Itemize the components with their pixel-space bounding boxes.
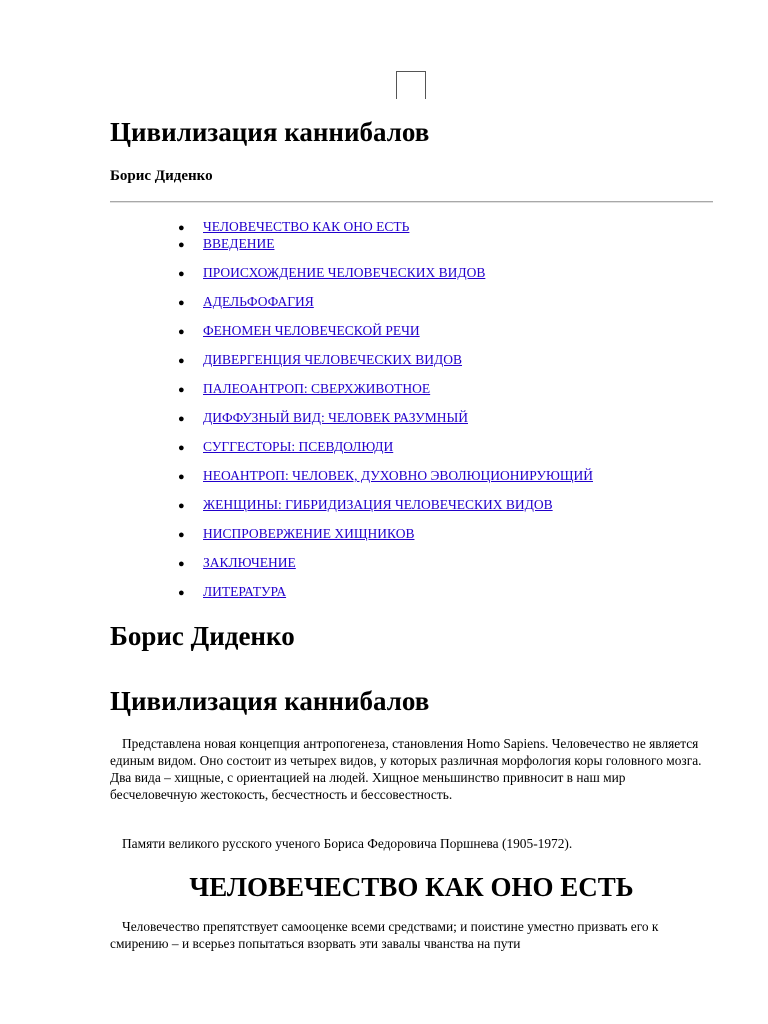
chapter-paragraph: Человечество препятствует самооценке всеми средствами; и поистине уместно призвать его к смирению – и всерьез попытаться взорвать эти завалы чванства на пути <box>110 919 659 951</box>
document-author: Борис Диденко <box>110 168 213 184</box>
toc-link-vvedenie[interactable]: ВВЕДЕНИЕ <box>203 236 275 251</box>
chapter-heading: ЧЕЛОВЕЧЕСТВО КАК ОНО ЕСТЬ <box>189 872 634 902</box>
bullet-icon: ● <box>178 500 185 512</box>
bullet-icon: ● <box>178 384 185 396</box>
toc-item <box>178 409 468 429</box>
bullet-icon: ● <box>178 326 185 338</box>
toc-link-neoantrop[interactable]: НЕОАНТРОП: ЧЕЛОВЕК, ДУХОВНО ЭВОЛЮЦИОНИРУЮЩИЙ <box>203 468 593 483</box>
toc-link-suggestory[interactable]: СУГГЕСТОРЫ: ПСЕВДОЛЮДИ <box>203 439 394 454</box>
toc-link-adelfofagiya[interactable]: АДЕЛЬФОФАГИЯ <box>203 294 314 309</box>
toc-link-zaklyuchenie[interactable]: ЗАКЛЮЧЕНИЕ <box>203 555 296 570</box>
toc-item <box>178 293 314 313</box>
toc-item <box>178 438 393 458</box>
toc-item <box>178 583 286 603</box>
toc-item <box>178 525 414 545</box>
toc-link-diffuznyi-vid[interactable]: ДИФФУЗНЫЙ ВИД: ЧЕЛОВЕК РАЗУМНЫЙ <box>203 410 468 425</box>
toc-item <box>178 235 274 255</box>
toc-item <box>178 554 296 574</box>
bullet-icon: ● <box>178 529 185 541</box>
document-title: Цивилизация каннибалов <box>110 117 430 147</box>
toc-item <box>178 380 430 400</box>
bullet-icon: ● <box>178 471 185 483</box>
toc-item <box>178 351 462 371</box>
cover-image-placeholder <box>396 71 426 99</box>
horizontal-rule <box>110 201 713 203</box>
toc-link-divergenciya[interactable]: ДИВЕРГЕНЦИЯ ЧЕЛОВЕЧЕСКИХ ВИДОВ <box>203 352 463 367</box>
toc-link-paleoantrop[interactable]: ПАЛЕОАНТРОП: СВЕРХЖИВОТНОЕ <box>203 381 431 396</box>
toc-link-proiskhozhdenie[interactable]: ПРОИСХОЖДЕНИЕ ЧЕЛОВЕЧЕСКИХ ВИДОВ <box>203 265 486 280</box>
bullet-icon: ● <box>178 442 185 454</box>
author-heading: Борис Диденко <box>110 621 295 651</box>
title-heading: Цивилизация каннибалов <box>110 686 430 716</box>
bullet-icon: ● <box>178 222 185 234</box>
bullet-icon: ● <box>178 587 185 599</box>
bullet-icon: ● <box>178 413 185 425</box>
dedication-paragraph: Памяти великого русского ученого Бориса Федоровича Поршнева (1905-1972). <box>122 836 573 851</box>
toc-item <box>178 496 553 516</box>
toc-link-zhenshchiny[interactable]: ЖЕНЩИНЫ: ГИБРИДИЗАЦИЯ ЧЕЛОВЕЧЕСКИХ ВИДОВ <box>203 497 553 512</box>
bullet-icon: ● <box>178 297 185 309</box>
toc-link-literatura[interactable]: ЛИТЕРАТУРА <box>203 584 287 599</box>
bullet-icon: ● <box>178 355 185 367</box>
bullet-icon: ● <box>178 558 185 570</box>
bullet-icon: ● <box>178 268 185 280</box>
bullet-icon: ● <box>178 239 185 251</box>
toc-item <box>178 322 420 342</box>
toc-link-fenomen-rechi[interactable]: ФЕНОМЕН ЧЕЛОВЕЧЕСКОЙ РЕЧИ <box>203 323 420 338</box>
toc-item <box>178 467 593 487</box>
toc-link-nisproverzhenie[interactable]: НИСПРОВЕРЖЕНИЕ ХИЩНИКОВ <box>203 526 415 541</box>
toc-link-chelovechestvo[interactable]: ЧЕЛОВЕЧЕСТВО КАК ОНО ЕСТЬ <box>203 219 410 234</box>
toc-item <box>178 264 485 284</box>
intro-paragraph: Представлена новая концепция антропогенеза, становления Homo Sapiens. Человечество не является единым видом. Оно состоит из четырех видов, у которых различная морфология коры головного мозга. Два вида – хищные, с ориентацией на людей. Хищное меньшинство привносит в наш мир бесчеловечную жестокость, бесчестность и бессовестность. <box>110 736 702 802</box>
